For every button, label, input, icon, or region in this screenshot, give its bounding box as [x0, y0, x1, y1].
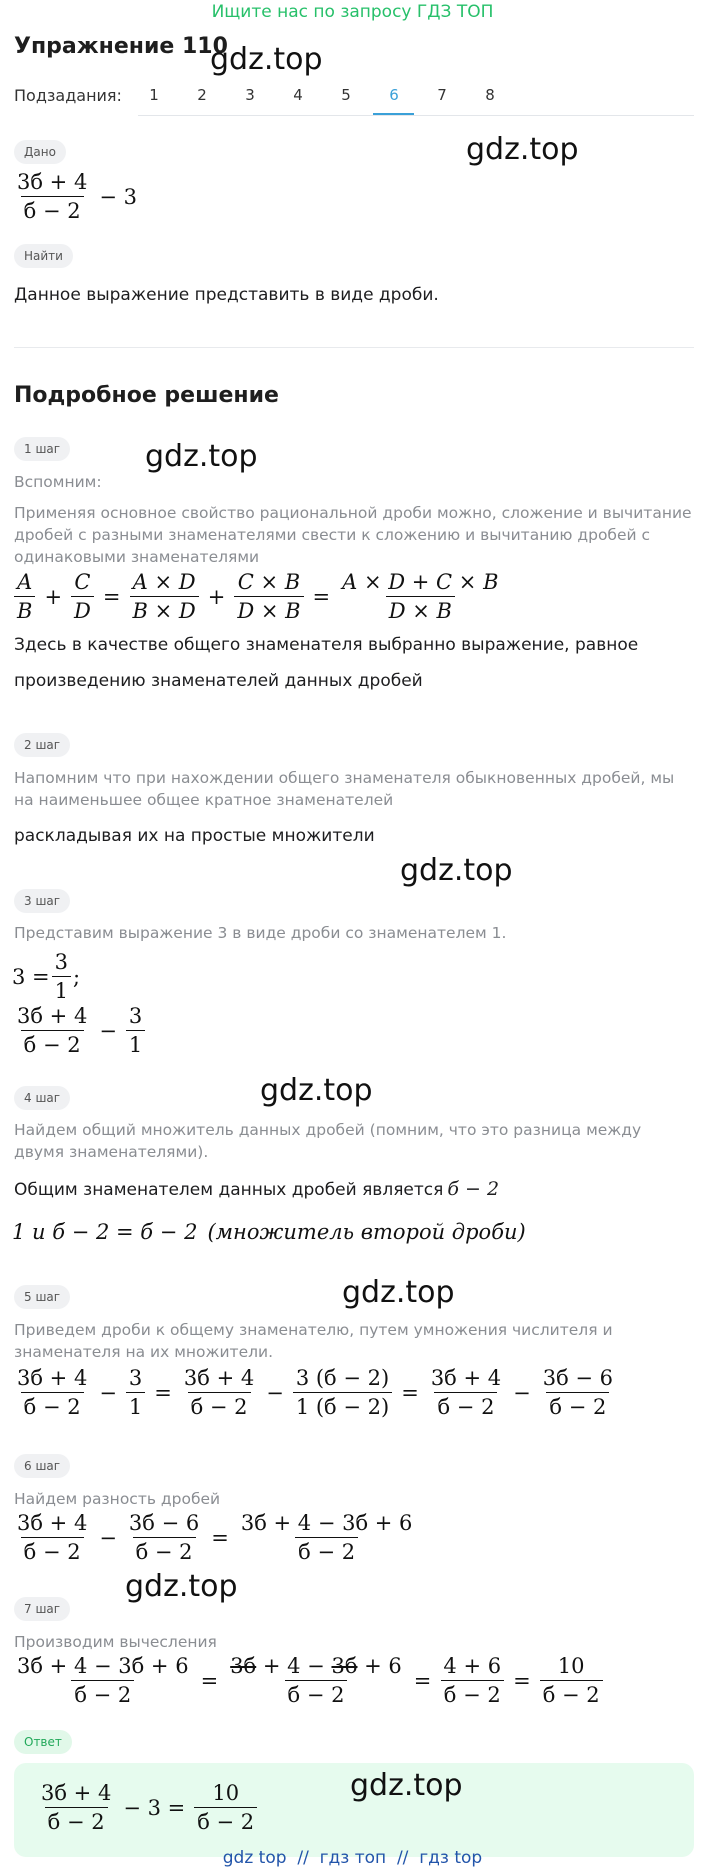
subtasks-label: Подзадания: [14, 86, 122, 105]
numerator-part: + 4 − [256, 1654, 332, 1678]
fraction-numerator: 3б + 4 [430, 1366, 502, 1390]
cancelled-term: 3б [230, 1654, 257, 1678]
equals-sign: = [312, 584, 331, 609]
answer-operator: − 3 = [123, 1795, 186, 1820]
subtasks-divider [138, 115, 694, 116]
step-7-description: Производим вычесления [14, 1633, 217, 1651]
fraction-denominator: б − 2 [434, 1392, 497, 1419]
fraction-denominator: б − 2 [295, 1537, 358, 1564]
find-pill: Найти [14, 244, 73, 268]
given-expression [12, 170, 144, 223]
step-5-formula [12, 1366, 618, 1419]
subtask-tab-7[interactable]: 7 [437, 86, 447, 104]
fraction-numerator: 3б − 6 [128, 1511, 200, 1535]
step-6-formula [12, 1511, 417, 1564]
fraction-denominator: B × D [130, 596, 199, 623]
given-pill: Дано [14, 140, 66, 164]
step-3-pill: 3 шаг [14, 889, 70, 913]
subtask-active-indicator [373, 113, 414, 115]
watermark: gdz.top [350, 1768, 463, 1803]
watermark: gdz.top [125, 1569, 238, 1604]
step-4-text-math: б − 2 [447, 1178, 500, 1200]
footer-links[interactable]: gdz top // гдз топ // гдз top [222, 1848, 483, 1868]
minus-sign: − [513, 1380, 531, 1405]
fraction-numerator: 3 [54, 950, 69, 974]
fraction-numerator: 3б + 4 [17, 1004, 88, 1028]
step-7-formula [12, 1654, 605, 1707]
step-4-text-label: Общим знаменателем данных дробей является [14, 1180, 444, 1200]
step-2-text: раскладывая их на простые множители [14, 826, 375, 846]
fraction-numerator: A × D + C × B [342, 570, 499, 594]
fraction-denominator: б − 2 [285, 1680, 348, 1707]
fraction-denominator: б − 2 [441, 1680, 504, 1707]
step-6-description: Найдем разность дробей [14, 1490, 221, 1508]
fraction-numerator: 3б + 4 [41, 1781, 112, 1805]
fraction-numerator: 3б + 4 [17, 1366, 88, 1390]
fraction-denominator: D × B [386, 596, 455, 623]
step-1-text-line-2: произведению знаменателей данных дробей [14, 671, 423, 691]
subtask-tab-3[interactable]: 3 [245, 86, 255, 104]
minus-sign: − [99, 1380, 117, 1405]
step-4-note: (множитель второй дроби) [207, 1220, 526, 1244]
step-4-text [14, 1178, 499, 1200]
fraction-numerator: C [74, 570, 91, 594]
plus-sign: + [44, 584, 63, 609]
fraction-numerator: A [17, 570, 33, 594]
fraction-numerator: A × D [132, 570, 196, 594]
equals-sign: = [211, 1525, 229, 1550]
fraction-numerator: 3 [128, 1366, 143, 1390]
subtask-tab-4[interactable]: 4 [293, 86, 303, 104]
fraction-numerator: 3б + 4 − 3б + 6 [240, 1511, 413, 1535]
fraction-numerator: 3б + 4 − 3б + 6 [17, 1654, 189, 1678]
step-4-math-line [12, 1220, 526, 1244]
equals-sign: = [200, 1668, 219, 1693]
step-1-formula [12, 570, 504, 623]
fraction-denominator: 1 [52, 976, 71, 1003]
fraction-numerator: 3 [128, 1004, 143, 1028]
fraction-denominator: б − 2 [194, 1807, 257, 1834]
fraction-denominator: б − 2 [45, 1807, 108, 1834]
step-1-pill: 1 шаг [14, 437, 70, 461]
subtask-tab-6[interactable]: 6 [389, 86, 399, 104]
step-6-pill: 6 шаг [14, 1454, 70, 1478]
fraction-denominator: 1 (б − 2) [293, 1392, 392, 1419]
step-2-description: Напомним что при нахождении общего знаменателя обыкновенных дробей, мы на наименьшее общее кратное знаменателей [14, 769, 675, 809]
fraction-denominator: B [14, 596, 35, 623]
top-banner: Ищите нас по запросу ГДЗ ТОП [211, 2, 494, 22]
fraction-numerator: 3 (б − 2) [295, 1366, 390, 1390]
step-2-pill: 2 шаг [14, 733, 70, 757]
fraction-denominator: б − 2 [21, 1030, 84, 1057]
step-4-pill: 4 шаг [14, 1086, 70, 1110]
minus-sign: − [99, 1525, 117, 1550]
step-1-recall: Вспомним: [14, 473, 102, 491]
equals-sign: = [401, 1380, 419, 1405]
fraction-denominator: б − 2 [21, 1537, 84, 1564]
step-1-description: Применяя основное свойство рациональной дроби можно, сложение и вычитание дробей с разными знаменателями свести к сложению и вычитанию дробей с одинаковыми знаменателями [14, 504, 692, 566]
step-5-pill: 5 шаг [14, 1285, 70, 1309]
answer-formula [36, 1781, 259, 1834]
fraction-numerator: 3б + 4 [183, 1366, 255, 1390]
step-7-pill: 7 шаг [14, 1597, 70, 1621]
fraction-numerator: 3б + 4 [17, 1511, 88, 1535]
fraction-numerator: 4 + 6 [443, 1654, 502, 1678]
equals-sign: = [154, 1380, 172, 1405]
watermark: gdz.top [210, 42, 323, 77]
fraction-denominator: б − 2 [21, 196, 84, 223]
fraction-numerator: 3б + 4 [17, 170, 88, 194]
fraction-denominator: 1 [126, 1392, 145, 1419]
equals-sign: = [513, 1668, 531, 1693]
fraction-denominator: D × B [234, 596, 303, 623]
answer-pill: Ответ [14, 1730, 72, 1754]
find-text: Данное выражение представить в виде дроби. [14, 285, 439, 305]
fraction-denominator: б − 2 [546, 1392, 609, 1419]
watermark: gdz.top [400, 853, 513, 888]
numerator-part: + 6 [357, 1654, 402, 1678]
fraction-denominator: 1 [126, 1030, 145, 1057]
minus-sign: − [266, 1380, 284, 1405]
equals-sign: = [102, 584, 121, 609]
step-4-description: Найдем общий множитель данных дробей (помним, что это разница между двумя знаменателями). [14, 1121, 642, 1161]
subtask-tab-5[interactable]: 5 [341, 86, 351, 104]
fraction-numerator: 3б − 6 [542, 1366, 614, 1390]
fraction-denominator: D [71, 596, 94, 623]
equals-sign: = [413, 1668, 432, 1693]
fraction-numerator: C × B [237, 570, 301, 594]
fraction-numerator [227, 1654, 405, 1680]
semicolon: ; [73, 964, 81, 989]
plus-sign: + [207, 584, 226, 609]
step-5-description: Приведем дроби к общему знаменателю, путем умножения числителя и знаменателя на их множители. [14, 1321, 613, 1361]
subtask-tab-1[interactable]: 1 [149, 86, 159, 104]
step-4-equation: 1 и б − 2 = б − 2 [12, 1220, 198, 1244]
watermark: gdz.top [466, 132, 579, 167]
fraction-denominator: б − 2 [133, 1537, 196, 1564]
subtask-tab-2[interactable]: 2 [197, 86, 207, 104]
section-divider [14, 347, 694, 348]
equation-lhs: 3 = [12, 964, 50, 989]
solution-title: Подробное решение [14, 383, 279, 408]
step-1-text-line-1: Здесь в качестве общего знаменателя выбранно выражение, равное [14, 635, 639, 655]
step-3-line-1 [12, 950, 80, 1003]
cancelled-term: 3б [331, 1654, 358, 1678]
fraction-numerator: 10 [557, 1654, 585, 1678]
minus-sign: − [99, 1018, 117, 1043]
watermark: gdz.top [260, 1073, 373, 1108]
step-3-description: Представим выражение 3 в виде дроби со знаменателем 1. [14, 924, 507, 942]
step-3-line-2 [12, 1004, 147, 1057]
watermark: gdz.top [145, 439, 258, 474]
fraction-denominator: б − 2 [188, 1392, 251, 1419]
subtask-tab-8[interactable]: 8 [485, 86, 495, 104]
page-title: Упражнение 110 [14, 34, 228, 59]
watermark: gdz.top [342, 1275, 455, 1310]
fraction-numerator: 10 [212, 1781, 240, 1805]
fraction-denominator: б − 2 [21, 1392, 84, 1419]
fraction-denominator: б − 2 [540, 1680, 603, 1707]
expression-tail: − 3 [99, 184, 137, 209]
fraction-denominator: б − 2 [71, 1680, 134, 1707]
